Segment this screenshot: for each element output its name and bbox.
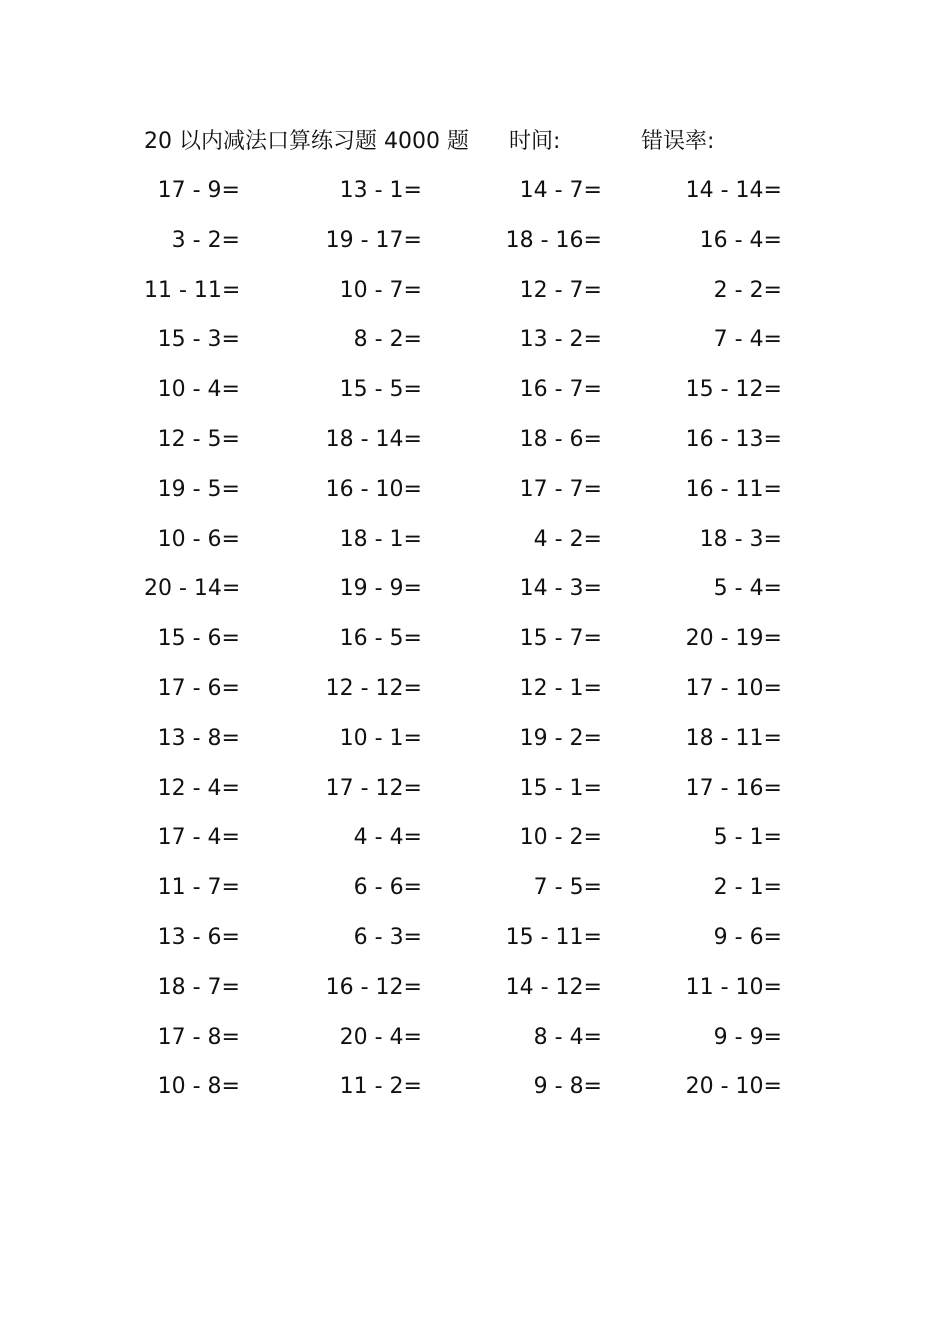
problem-cell: 15 - 1=	[519, 775, 602, 801]
problem-cell: 15 - 7=	[519, 626, 602, 652]
problem-cell: 12 - 1=	[519, 675, 602, 701]
problem-cell: 11 - 2=	[339, 1074, 422, 1100]
problem-cell: 8 - 2=	[353, 327, 422, 353]
problem-row	[0, 223, 950, 273]
problem-cell: 4 - 2=	[533, 526, 602, 552]
problem-cell: 2 - 2=	[713, 277, 782, 303]
problem-cell: 18 - 6=	[519, 426, 602, 452]
problem-cell: 18 - 3=	[699, 526, 782, 552]
problem-cell: 18 - 7=	[157, 974, 240, 1000]
problem-row	[0, 472, 950, 522]
problem-cell: 17 - 12=	[325, 775, 422, 801]
problem-cell: 14 - 7=	[519, 178, 602, 203]
problem-cell: 18 - 11=	[685, 725, 782, 751]
problem-grid	[0, 173, 950, 1119]
problem-cell: 9 - 8=	[533, 1074, 602, 1100]
error-rate-label: 错误率:	[641, 129, 715, 154]
problem-cell: 15 - 6=	[157, 626, 240, 652]
problem-cell: 10 - 2=	[519, 825, 602, 851]
problem-cell: 13 - 2=	[519, 327, 602, 353]
problem-cell: 11 - 10=	[685, 974, 782, 1000]
problem-row	[0, 721, 950, 771]
problem-cell: 18 - 1=	[339, 526, 422, 552]
problem-row	[0, 1020, 950, 1070]
problem-cell: 7 - 4=	[713, 327, 782, 353]
problem-cell: 20 - 4=	[339, 1024, 422, 1050]
time-label: 时间:	[509, 129, 561, 154]
problem-cell: 12 - 7=	[519, 277, 602, 303]
problem-cell: 20 - 19=	[685, 626, 782, 652]
problem-cell: 10 - 6=	[157, 526, 240, 552]
problem-cell: 9 - 9=	[713, 1024, 782, 1050]
problem-cell: 7 - 5=	[533, 875, 602, 901]
problem-cell: 18 - 14=	[325, 426, 422, 452]
problem-row	[0, 920, 950, 970]
problem-cell: 19 - 17=	[325, 227, 422, 253]
problem-cell: 16 - 4=	[699, 227, 782, 253]
problem-row	[0, 173, 950, 223]
problem-cell: 17 - 6=	[157, 675, 240, 701]
problem-cell: 13 - 6=	[157, 924, 240, 950]
problem-cell: 16 - 12=	[325, 974, 422, 1000]
problem-cell: 10 - 4=	[157, 377, 240, 403]
problem-cell: 12 - 5=	[157, 426, 240, 452]
problem-cell: 18 - 16=	[505, 227, 602, 253]
problem-cell: 11 - 11=	[144, 277, 241, 303]
problem-cell: 16 - 5=	[339, 626, 422, 652]
worksheet-title: 20 以内减法口算练习题 4000 题	[144, 129, 469, 154]
problem-cell: 2 - 1=	[713, 875, 782, 901]
problem-cell: 10 - 1=	[339, 725, 422, 751]
problem-cell: 19 - 9=	[339, 576, 422, 602]
problem-cell: 19 - 2=	[519, 725, 602, 751]
problem-cell: 17 - 7=	[519, 476, 602, 502]
problem-row	[0, 372, 950, 422]
problem-row	[0, 273, 950, 323]
problem-row	[0, 1069, 950, 1119]
problem-row	[0, 870, 950, 920]
problem-cell: 20 - 10=	[685, 1074, 782, 1100]
problem-cell: 19 - 5=	[157, 476, 240, 502]
problem-cell: 17 - 10=	[685, 675, 782, 701]
problem-cell: 17 - 16=	[685, 775, 782, 801]
problem-cell: 12 - 4=	[157, 775, 240, 801]
problem-cell: 3 - 2=	[171, 227, 240, 253]
problem-cell: 16 - 7=	[519, 377, 602, 403]
problem-cell: 16 - 11=	[685, 476, 782, 502]
problem-cell: 15 - 12=	[685, 377, 782, 403]
problem-cell: 15 - 5=	[339, 377, 422, 403]
problem-row	[0, 621, 950, 671]
problem-cell: 14 - 3=	[519, 576, 602, 602]
problem-cell: 5 - 4=	[713, 576, 782, 602]
problem-cell: 14 - 12=	[505, 974, 602, 1000]
problem-cell: 13 - 1=	[339, 178, 422, 203]
problem-row	[0, 422, 950, 472]
problem-cell: 16 - 10=	[325, 476, 422, 502]
problem-row	[0, 571, 950, 621]
problem-cell: 17 - 4=	[157, 825, 240, 851]
problem-cell: 10 - 7=	[339, 277, 422, 303]
problem-cell: 8 - 4=	[533, 1024, 602, 1050]
problem-row	[0, 820, 950, 870]
problem-cell: 14 - 14=	[685, 178, 782, 203]
problem-cell: 12 - 12=	[325, 675, 422, 701]
problem-cell: 9 - 6=	[713, 924, 782, 950]
problem-row	[0, 671, 950, 721]
problem-cell: 11 - 7=	[157, 875, 240, 901]
problem-cell: 6 - 3=	[353, 924, 422, 950]
problem-row	[0, 771, 950, 821]
problem-cell: 20 - 14=	[144, 576, 241, 602]
problem-cell: 15 - 11=	[505, 924, 602, 950]
problem-cell: 16 - 13=	[685, 426, 782, 452]
problem-row	[0, 322, 950, 372]
problem-cell: 6 - 6=	[353, 875, 422, 901]
problem-cell: 5 - 1=	[713, 825, 782, 851]
problem-row	[0, 970, 950, 1020]
problem-cell: 17 - 8=	[157, 1024, 240, 1050]
problem-row	[0, 522, 950, 572]
worksheet-header	[0, 124, 950, 160]
problem-cell: 10 - 8=	[157, 1074, 240, 1100]
problem-cell: 4 - 4=	[353, 825, 422, 851]
problem-cell: 13 - 8=	[157, 725, 240, 751]
problem-cell: 15 - 3=	[157, 327, 240, 353]
problem-cell: 17 - 9=	[157, 178, 240, 203]
